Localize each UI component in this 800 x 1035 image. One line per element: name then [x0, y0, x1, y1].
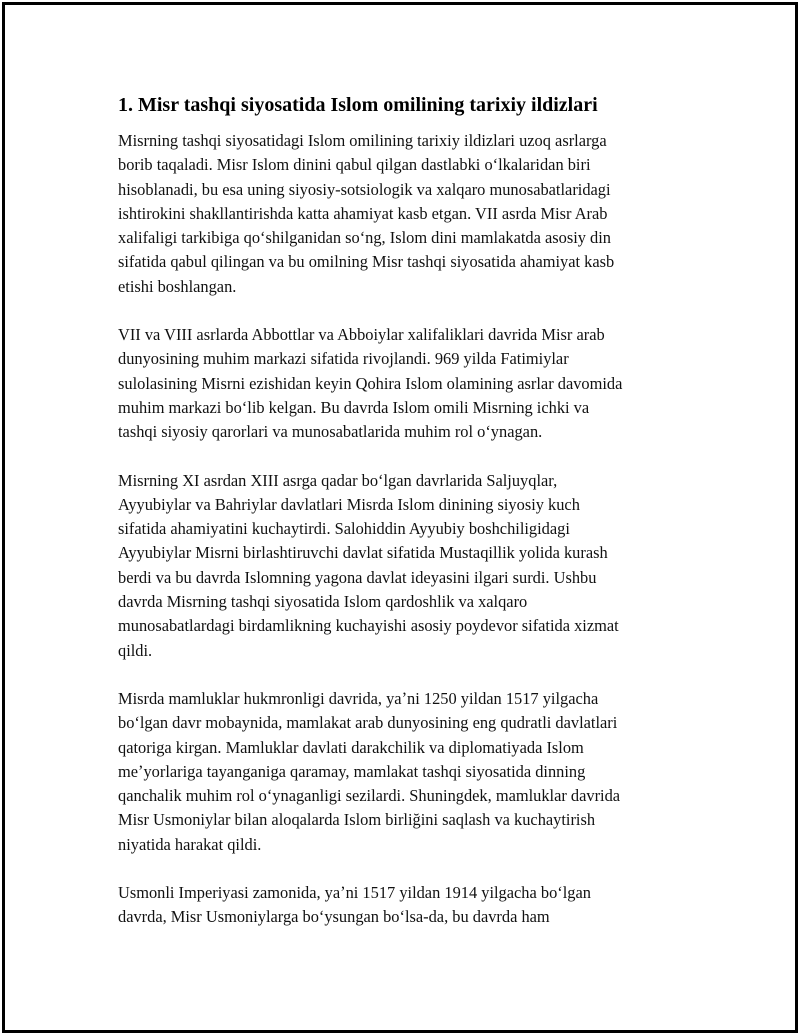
paragraph-1: [118, 129, 688, 299]
text-line: xalifaligi tarkibiga qoʻshilganidan soʻng, Islom dini mamlakatda asosiy din: [118, 228, 611, 248]
text-line: niyatida harakat qildi.: [118, 834, 262, 854]
text-line: hisoblanadi, bu esa uning siyosiy-sotsiologik va xalqaro munosabatlaridagi: [118, 179, 611, 199]
text-line: sifatida qabul qilingan va bu omilning Misr tashqi siyosatida ahamiyat kasb: [118, 252, 615, 272]
text-line: munosabatlardagi birdamlikning kuchayishi asosiy poydevor sifatida xizmat: [118, 616, 619, 636]
text-line: berdi va bu davrda Islomning yagona davlat ideyasini ilgari surdi. Ushbu: [118, 567, 597, 587]
text-line: Ayyubiylar va Bahriylar davlatlari Misrda Islom dinining siyosiy kuch: [118, 494, 580, 514]
text-line: ishtirokini shakllantirishda katta ahamiyat kasb etgan. VII asrda Misr Arab: [118, 203, 608, 223]
document-body: [118, 92, 688, 954]
text-line: davrda, Misr Usmoniylarga boʻysungan boʻlsa-da, bu davrda ham: [118, 907, 550, 927]
text-line: etishi boshlangan.: [118, 276, 237, 296]
text-line: borib taqaladi. Misr Islom dinini qabul qilgan dastlabki oʻlkalaridan biri: [118, 155, 591, 175]
text-line: VII va VIII asrlarda Abbottlar va Abboiylar xalifaliklari davrida Misr arab: [118, 325, 605, 345]
paragraph-2: [118, 323, 688, 444]
text-line: Ayyubiylar Misrni birlashtiruvchi davlat sifatida Mustaqillik yolida kurash: [118, 543, 608, 563]
paragraph-5: [118, 881, 688, 930]
text-line: Misrning tashqi siyosatidagi Islom omilining tarixiy ildizlari uzoq asrlarga: [118, 131, 607, 150]
text-line: muhim markazi boʻlib kelgan. Bu davrda Islom omili Misrning ichki va: [118, 397, 590, 417]
text-line: qatoriga kirgan. Mamluklar davlati darakchilik va diplomatiyada Islom: [118, 737, 584, 757]
text-line: Usmonli Imperiyasi zamonida, yaʼni 1517 yildan 1914 yilgacha boʻlgan: [118, 883, 591, 903]
text-line: Misrda mamluklar hukmronligi davrida, yaʼni 1250 yildan 1517 yilgacha: [118, 688, 599, 708]
section-heading: 1. Misr tashqi siyosatida Islom omilining tarixiy ildizlari: [118, 94, 598, 116]
text-line: sulolasining Misrni ezishidan keyin Qohira Islom olamining asrlar davomida: [118, 373, 623, 393]
text-line: Misr Usmoniylar bilan aloqalarda Islom birliğini saqlash va kuchaytirish: [118, 810, 596, 830]
text-line: qanchalik muhim rol oʻynaganligi sezilardi. Shuningdek, mamluklar davrida: [118, 786, 621, 806]
text-line: meʼyorlariga tayanganiga qaramay, mamlakat tashqi siyosatida dinning: [118, 761, 586, 781]
text-line: Misrning XI asrdan XIII asrga qadar boʻlgan davrlarida Saljuyqlar,: [118, 470, 558, 490]
paragraph-4: [118, 687, 688, 857]
text-line: qildi.: [118, 640, 153, 660]
text-line: dunyosining muhim markazi sifatida rivojlandi. 969 yilda Fatimiylar: [118, 349, 569, 369]
text-line: tashqi siyosiy qarorlari va munosabatlarida muhim rol oʻynagan.: [118, 422, 543, 442]
text-line: boʻlgan davr mobaynida, mamlakat arab dunyosining eng qudratli davlatlari: [118, 713, 618, 733]
text-line: sifatida ahamiyatini kuchaytirdi. Salohiddin Ayyubiy boshchiligidagi: [118, 519, 570, 539]
text-line: davrda Misrning tashqi siyosatida Islom qardoshlik va xalqaro: [118, 592, 528, 612]
paragraph-3: [118, 469, 688, 663]
